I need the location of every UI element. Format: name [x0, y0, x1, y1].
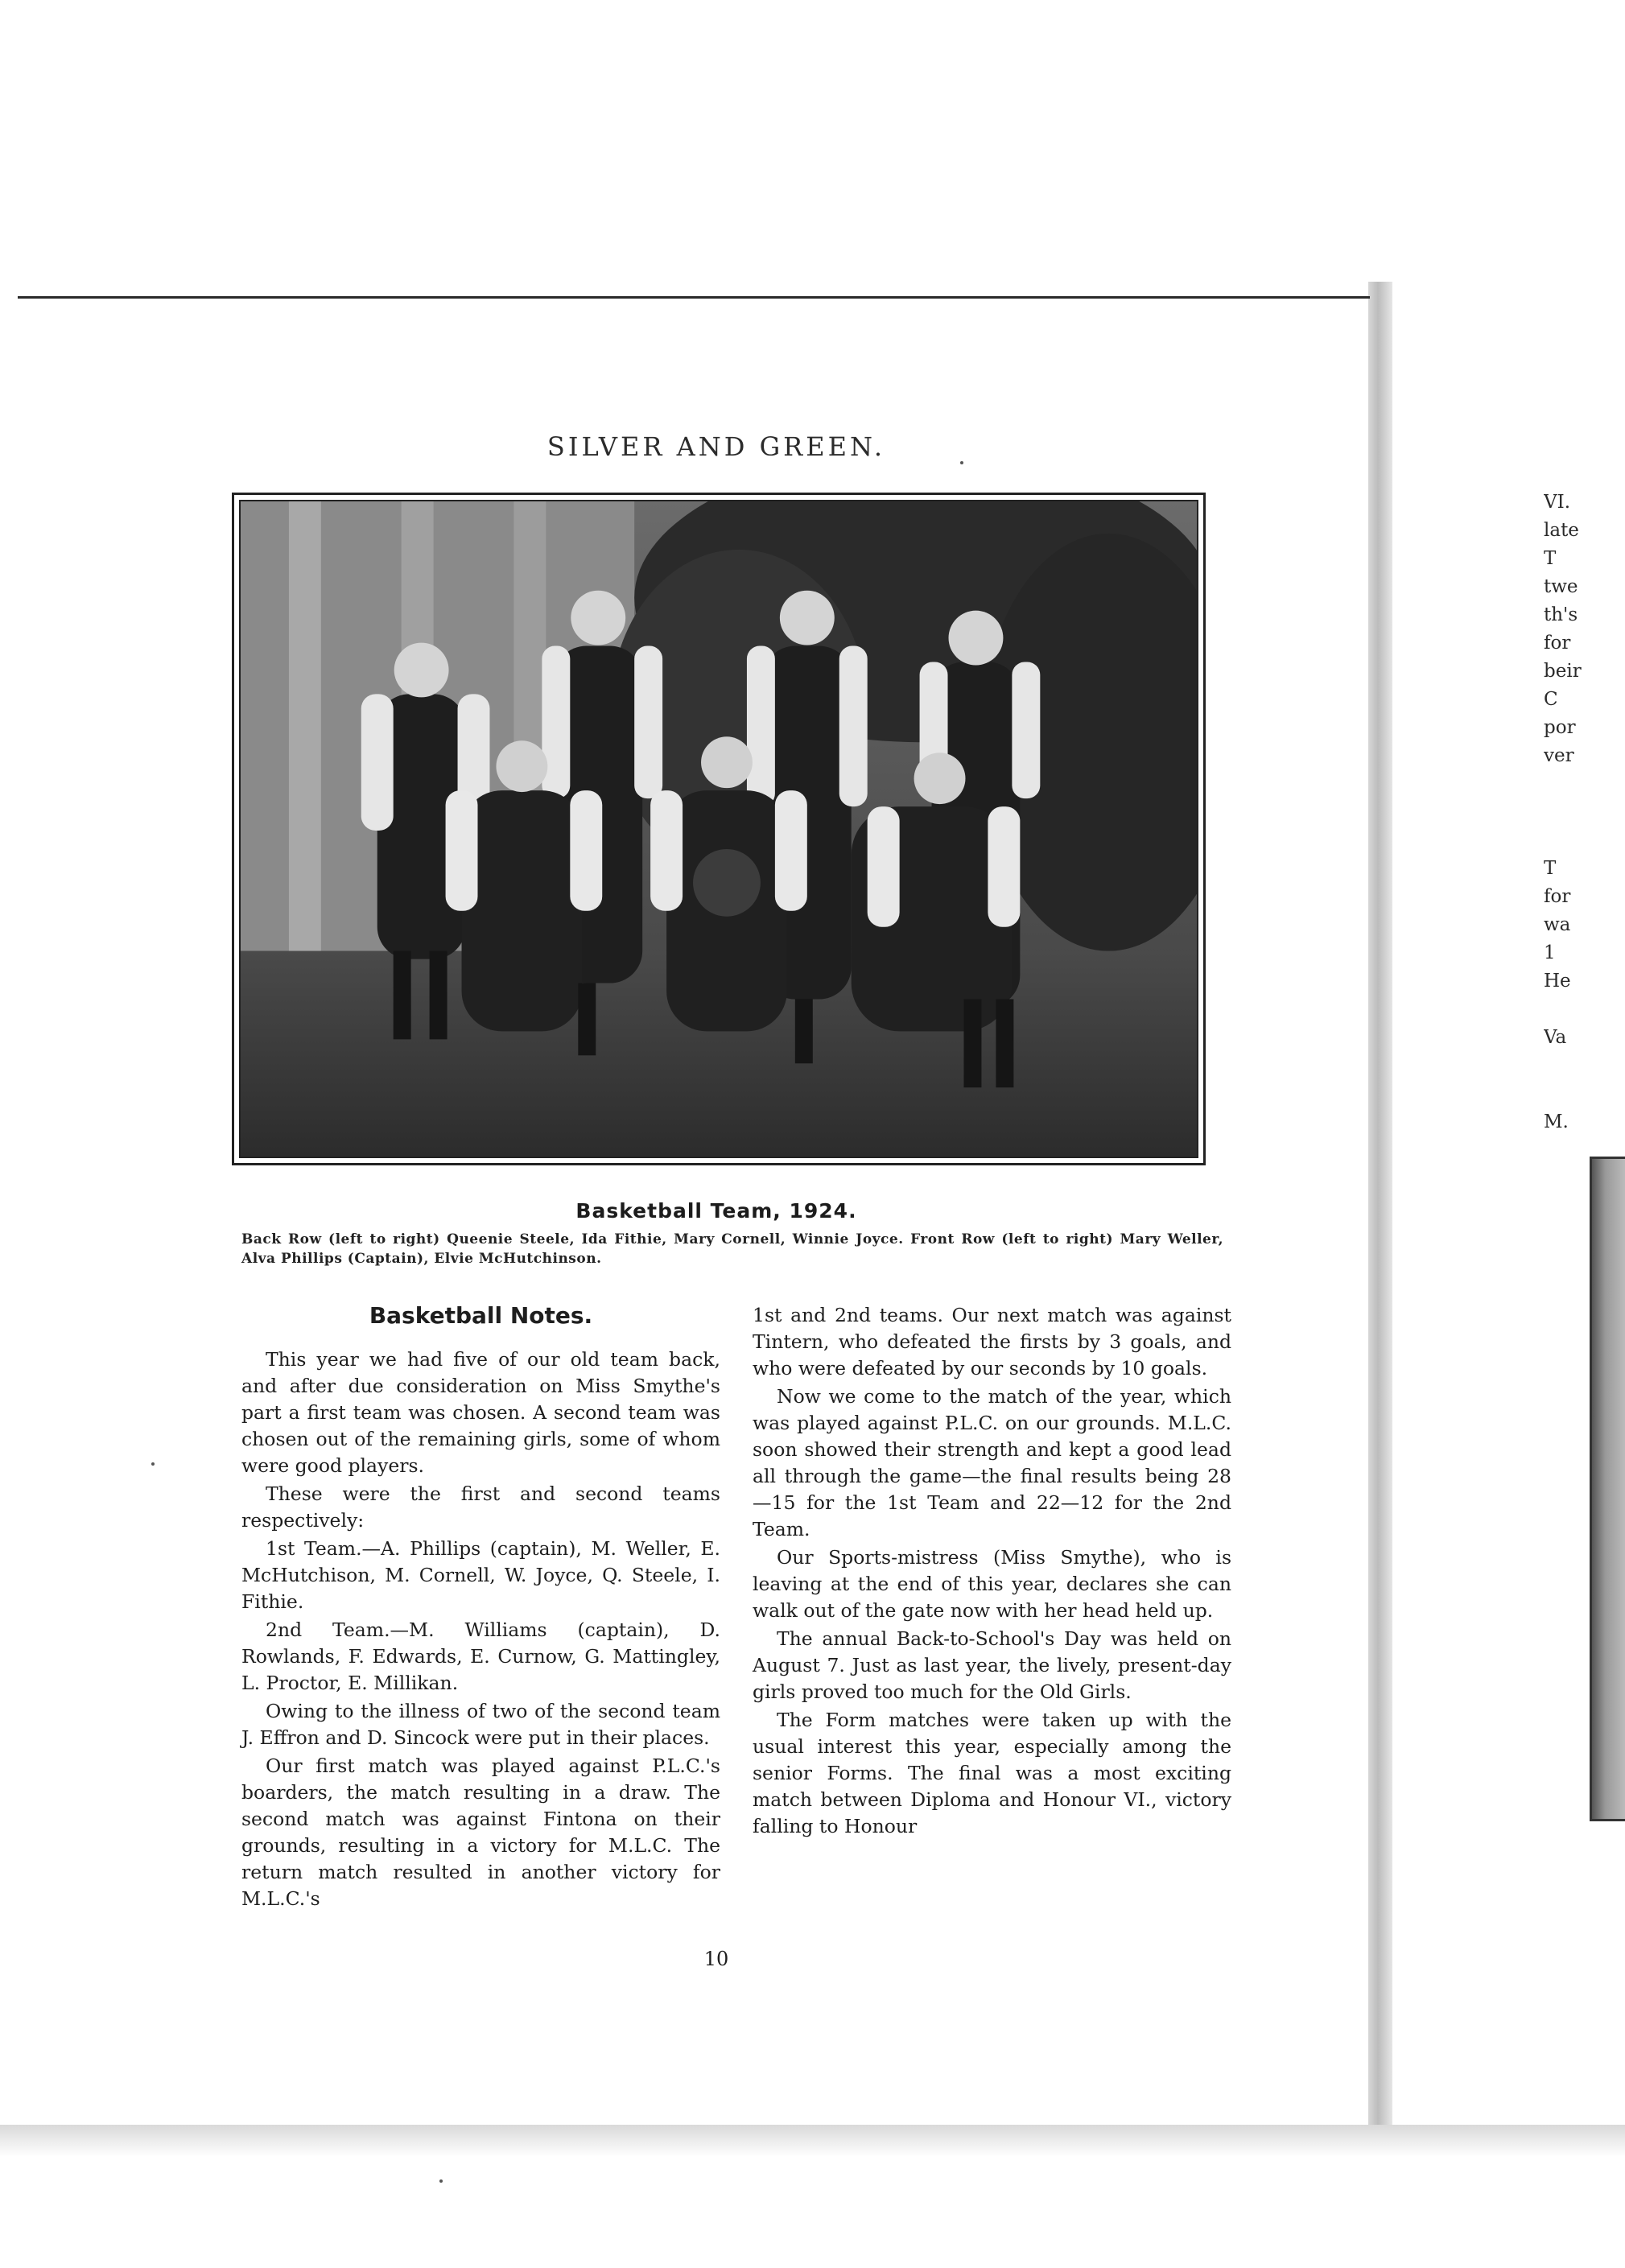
- fragment-line: beir: [1544, 661, 1582, 682]
- paragraph-continuation: 1st and 2nd teams. Our next match was against Tintern, who defeated the firsts by 3 goals, and who were defeated by our seconds by 10 goals.: [753, 1304, 1231, 1379]
- article-heading: Basketball Notes.: [369, 1302, 593, 1329]
- paragraph: Our Sports-mistress (Miss Smythe), who is leaving at the end of this year, declares she can walk out of the gate now with her head held up.: [753, 1546, 1231, 1622]
- fragment-line: [1544, 996, 1625, 1024]
- fragment-line: C: [1544, 689, 1558, 710]
- fragment-line: wa: [1544, 914, 1571, 935]
- fragment-line: M.: [1544, 1111, 1569, 1132]
- paragraph: Our first match was played against P.L.C.'s boarders, the match resulting in a draw. The second match was against Fintona on their grounds, resulting in a victory for M.L.C. The return match resulted in another victory for M.L.C.'s: [241, 1755, 720, 1910]
- team-photograph: [232, 493, 1206, 1165]
- running-head: SILVER AND GREEN.: [546, 431, 886, 462]
- fragment-line: por: [1544, 717, 1576, 738]
- bottom-edge-shadow: [0, 2125, 1625, 2157]
- fragment-line: T: [1544, 858, 1557, 879]
- paragraph: Now we come to the match of the year, which was played against P.L.C. on our grounds. M.L.C. soon showed their strength and kept a good lead all through the game—the final results being 28—15 for the 1st Team and 22—12 for the 2nd Team.: [753, 1385, 1231, 1540]
- facing-page-photo-edge: [1590, 1157, 1625, 1821]
- fragment-line: ver: [1544, 745, 1574, 766]
- dust-speck: [960, 461, 963, 464]
- top-rule: [18, 296, 1370, 299]
- dust-speck: [151, 1462, 155, 1466]
- fragment-line: Va: [1544, 1027, 1567, 1048]
- dust-speck: [439, 2179, 443, 2183]
- facing-page-text-fragments: [1544, 489, 1625, 1136]
- paragraph: This year we had five of our old team back, and after due consideration on Miss Smythe's part a first team was chosen. A second team was chosen out of the remaining girls, some of whom were good players.: [241, 1348, 720, 1477]
- fragment-line: VI.: [1544, 492, 1571, 513]
- paragraph: 2nd Team.—M. Williams (captain), D. Rowlands, F. Edwards, E. Curnow, G. Mattingley, L. Proctor, E. Millikan.: [241, 1619, 720, 1694]
- fragment-line: [1544, 1052, 1625, 1080]
- fragment-line: He: [1544, 971, 1571, 992]
- photo-caption-title: Basketball Team, 1924.: [575, 1199, 857, 1223]
- page-number: 10: [703, 1948, 729, 1970]
- paragraph: The Form matches were taken up with the usual interest this year, especially among the senior Forms. The final was a most exciting match between Diploma and Honour VI., victory falling to Honour: [753, 1709, 1231, 1837]
- fragment-line: for: [1544, 633, 1571, 654]
- left-column: [241, 1302, 720, 1914]
- fragment-line: th's: [1544, 604, 1578, 625]
- fragment-line: T: [1544, 548, 1557, 569]
- fragment-line: [1544, 770, 1625, 798]
- photo-caption: Back Row (left to right) Queenie Steele, Ida Fithie, Mary Cornell, Winnie Joyce. Front Row (left to right) Mary Weller, Alva Phillips (Captain), Elvie McHutchinson.: [241, 1231, 1223, 1267]
- fragment-line: 1: [1544, 942, 1556, 963]
- paragraph: These were the first and second teams respectively:: [241, 1482, 720, 1532]
- fragment-line: late: [1544, 520, 1579, 541]
- paragraph: Owing to the illness of two of the second team J. Effron and D. Sincock were put in their places.: [241, 1700, 720, 1749]
- team-photo-image: [241, 501, 1197, 1157]
- fragment-line: for: [1544, 886, 1571, 907]
- fragment-line: twe: [1544, 576, 1578, 597]
- paragraph: 1st Team.—A. Phillips (captain), M. Weller, E. McHutchison, M. Cornell, W. Joyce, Q. Steele, I. Fithie.: [241, 1537, 720, 1613]
- right-column: [753, 1302, 1231, 1841]
- paragraph: The annual Back-to-School's Day was held on August 7. Just as last year, the lively, present-day girls proved too much for the Old Girls.: [753, 1627, 1231, 1703]
- fragment-line: [1544, 1080, 1625, 1108]
- fragment-line: [1544, 798, 1625, 827]
- fragment-line: [1544, 827, 1625, 855]
